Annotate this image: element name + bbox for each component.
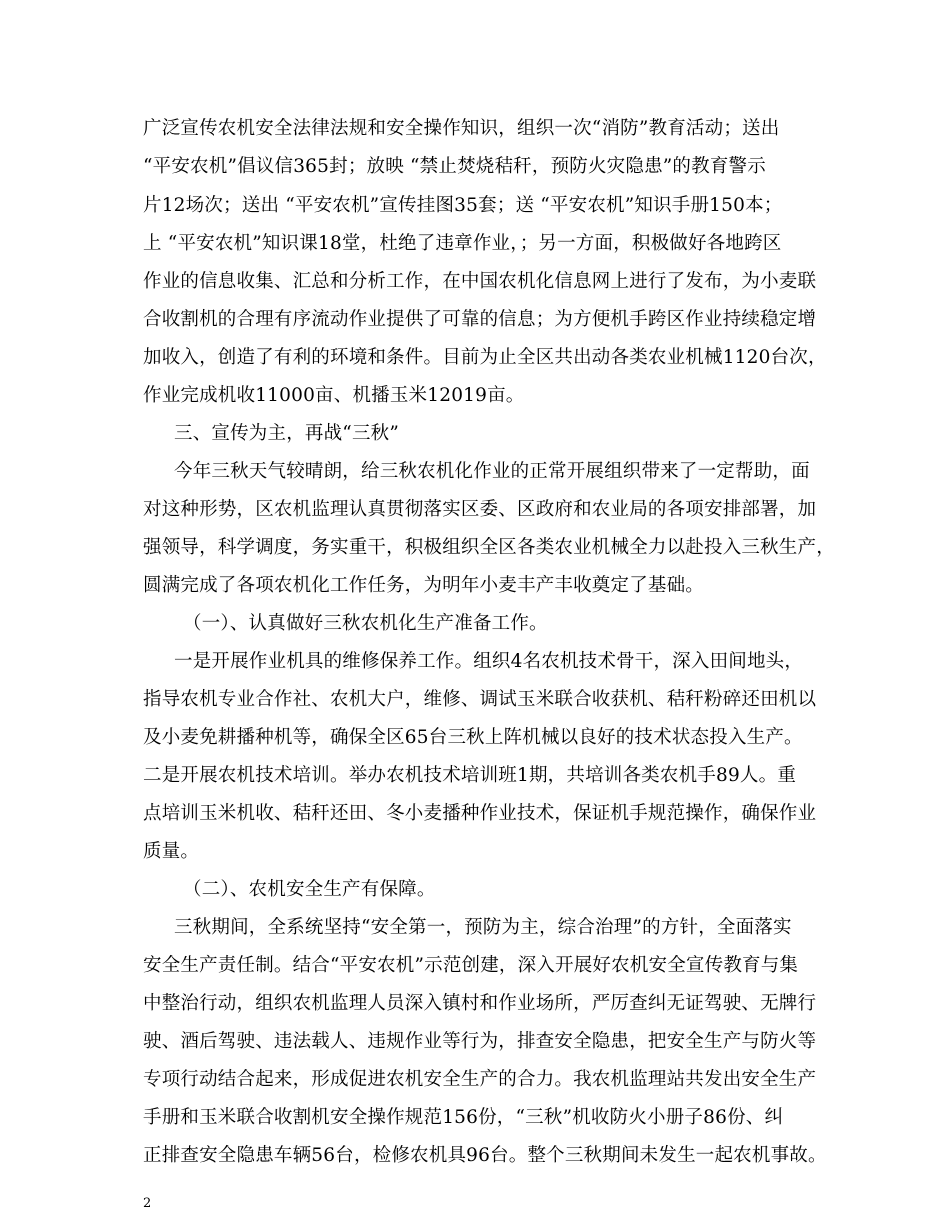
body-text-line: 驶、酒后驾驶、违法载人、违规作业等行为，排查安全隐患，把安全生产与防火等 bbox=[143, 1031, 817, 1052]
body-text-line: 二是开展农机技术培训。举办农机技术培训班1期，共培训各类农机手89人。重 bbox=[143, 765, 797, 786]
body-text-line: 指导农机专业合作社、农机大户，维修、调试玉米联合收获机、秸秆粉碎还田机以 bbox=[143, 689, 817, 710]
subsection-heading: （一）、认真做好三秋农机化生产准备工作。 bbox=[183, 613, 548, 634]
body-text-line: “平安农机”倡议信365封；放映 “禁止焚烧秸秆，预防火灾隐患”的教育警示 bbox=[143, 156, 766, 177]
body-text-line: 手册和玉米联合收割机安全操作规范156份，“三秋”机收防火小册子86份、纠 bbox=[143, 1107, 784, 1128]
body-text-line: 质量。 bbox=[143, 841, 200, 862]
body-text-line: 三秋期间，全系统坚持“安全第一，预防为主，综合治理”的方针，全面落实 bbox=[174, 917, 792, 938]
section-heading: 三、宣传为主，再战“三秋” bbox=[174, 423, 400, 444]
body-text-line: 作业的信息收集、汇总和分析工作，在中国农机化信息网上进行了发布，为小麦联 bbox=[143, 271, 817, 292]
body-text-line: 广泛宣传农机安全法律法规和安全操作知识，组织一次“消防”教育活动；送出 bbox=[143, 118, 780, 139]
body-text-line: 对这种形势，区农机监理认真贯彻落实区委、区政府和农业局的各项安排部署，加 bbox=[143, 499, 817, 520]
page-number: 2 bbox=[143, 1196, 152, 1211]
body-text-line: 作业完成机收11000亩、机播玉米12019亩。 bbox=[143, 385, 525, 406]
body-text-line: 强领导，科学调度，务实重干，积极组织全区各类农业机械全力以赴投入三秋生产， bbox=[143, 537, 835, 558]
body-text-line: 圆满完成了各项农机化工作任务，为明年小麦丰产丰收奠定了基础。 bbox=[143, 575, 705, 596]
body-text-line: 中整治行动，组织农机监理人员深入镇村和作业场所，严厉查纠无证驾驶、无牌行 bbox=[143, 993, 817, 1014]
body-text-line: 片12场次；送出 “平安农机”宣传挂图35套；送 “平安农机”知识手册150本； bbox=[143, 195, 783, 216]
body-text-line: 今年三秋天气较晴朗，给三秋农机化作业的正常开展组织带来了一定帮助，面 bbox=[174, 461, 810, 482]
body-text-line: 合收割机的合理有序流动作业提供了可靠的信息；为方便机手跨区作业持续稳定增 bbox=[143, 309, 817, 330]
body-text-line: 上 “平安农机”知识课18堂，杜绝了违章作业，；另一方面，积极做好各地跨区 bbox=[143, 233, 782, 254]
body-text-line: 正排查安全隐患车辆56台，检修农机具96台。整个三秋期间未发生一起农机事故。 bbox=[143, 1145, 827, 1166]
subsection-heading: （二）、农机安全生产有保障。 bbox=[183, 879, 436, 900]
body-text-line: 一是开展作业机具的维修保养工作。组织4名农机技术骨干，深入田间地头， bbox=[174, 651, 804, 672]
body-text-line: 点培训玉米机收、秸秆还田、冬小麦播种作业技术，保证机手规范操作，确保作业 bbox=[143, 803, 817, 824]
body-text-line: 加收入，创造了有利的环境和条件。目前为止全区共出动各类农业机械1120台次， bbox=[143, 347, 827, 368]
body-text-line: 专项行动结合起来，形成促进农机安全生产的合力。我农机监理站共发出安全生产 bbox=[143, 1069, 817, 1090]
body-text-line: 安全生产责任制。结合“平安农机”示范创建，深入开展好农机安全宣传教育与集 bbox=[143, 955, 799, 976]
body-text-line: 及小麦免耕播种机等，确保全区65台三秋上阵机械以良好的技术状态投入生产。 bbox=[143, 727, 803, 748]
